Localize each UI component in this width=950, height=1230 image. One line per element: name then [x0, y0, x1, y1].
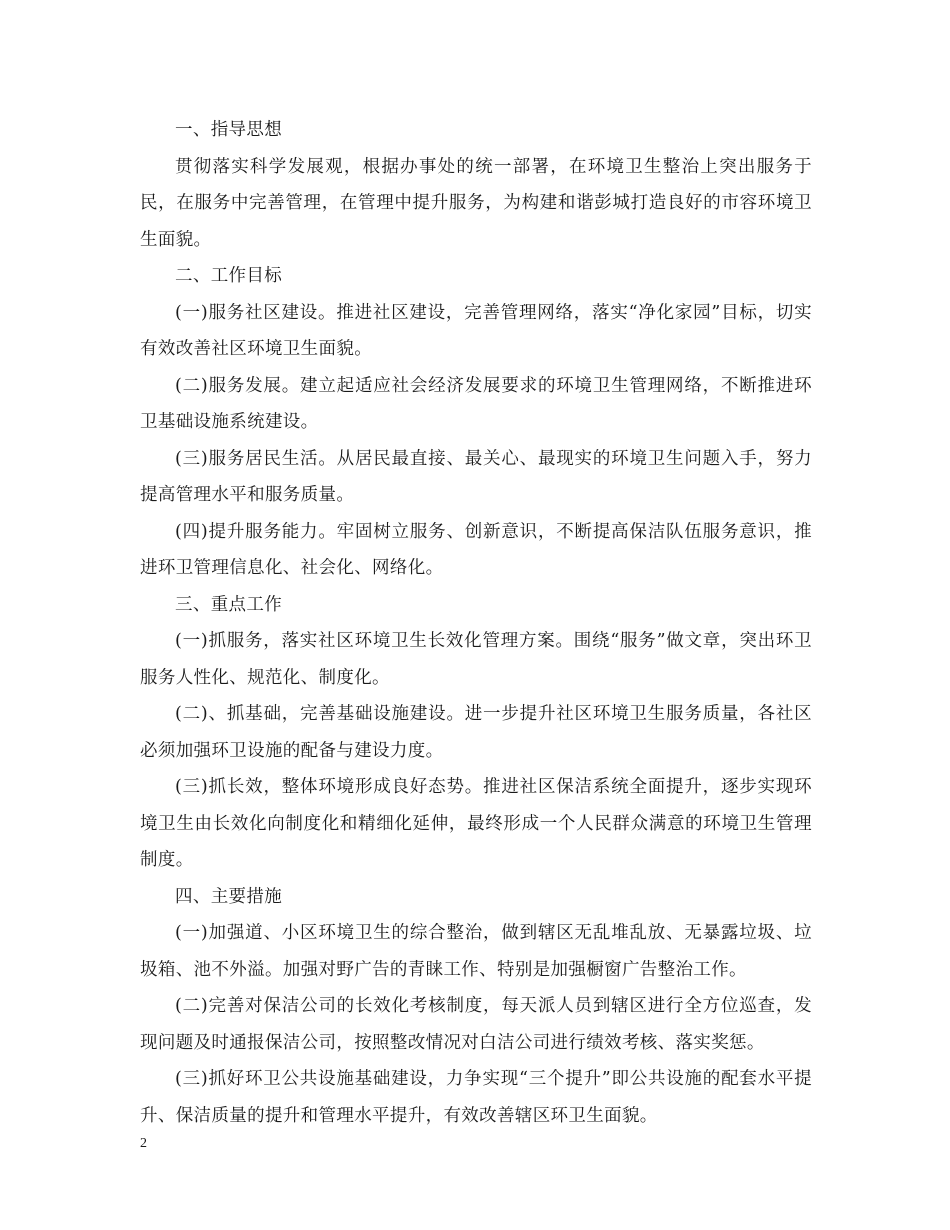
paragraph: (四)提升服务能力。牢固树立服务、创新意识，不断提高保洁队伍服务意识，推进环卫管理信息化、社会化、网络化。: [140, 521, 812, 578]
paragraph: (三)服务居民生活。从居民最直接、最关心、最现实的环境卫生问题入手，努力提高管理水平和服务质量。: [140, 448, 812, 505]
paragraph: (一)加强道、小区环境卫生的综合整治，做到辖区无乱堆乱放、无暴露垃圾、垃圾箱、池不外溢。加强对野广告的青睐工作、特别是加强橱窗广告整治工作。: [140, 923, 812, 980]
paragraph: (一)抓服务，落实社区环境卫生长效化管理方案。围绕“服务”做文章，突出环卫服务人性化、规范化、制度化。: [140, 631, 812, 688]
paragraph: (三)抓长效，整体环境形成良好态势。推进社区保洁系统全面提升，逐步实现环境卫生由长效化向制度化和精细化延伸，最终形成一个人民群众满意的环境卫生管理制度。: [140, 777, 812, 870]
paragraph: (二)、抓基础，完善基础设施建设。进一步提升社区环境卫生服务质量，各社区必须加强环卫设施的配备与建设力度。: [140, 704, 812, 761]
paragraph: (三)抓好环卫公共设施基础建设，力争实现“三个提升”即公共设施的配套水平提升、保洁质量的提升和管理水平提升，有效改善辖区环卫生面貌。: [140, 1069, 812, 1126]
paragraph: (一)服务社区建设。推进社区建设，完善管理网络，落实“净化家园”目标，切实有效改善社区环境卫生面貌。: [140, 302, 812, 359]
section-heading-work-goals: 二、工作目标: [175, 266, 283, 286]
section-heading-key-work: 三、重点工作: [175, 594, 283, 615]
page-number: 2: [140, 1136, 147, 1151]
paragraph: (二)服务发展。建立起适应社会经济发展要求的环境卫生管理网络，不断推进环卫基础设施系统建设。: [140, 375, 812, 432]
paragraph: 贯彻落实科学发展观，根据办事处的统一部署，在环境卫生整治上突出服务于民，在服务中完善管理，在管理中提升服务，为构建和谐彭城打造良好的市容环境卫生面貌。: [140, 156, 812, 250]
section-heading-main-measures: 四、主要措施: [175, 886, 283, 907]
document-body: [140, 112, 812, 1134]
section-heading-guiding-ideology: 一、指导思想: [175, 120, 283, 140]
paragraph: (二)完善对保洁公司的长效化考核制度，每天派人员到辖区进行全方位巡查，发现问题及时通报保洁公司，按照整改情况对白洁公司进行绩效考核、落实奖惩。: [140, 996, 812, 1053]
